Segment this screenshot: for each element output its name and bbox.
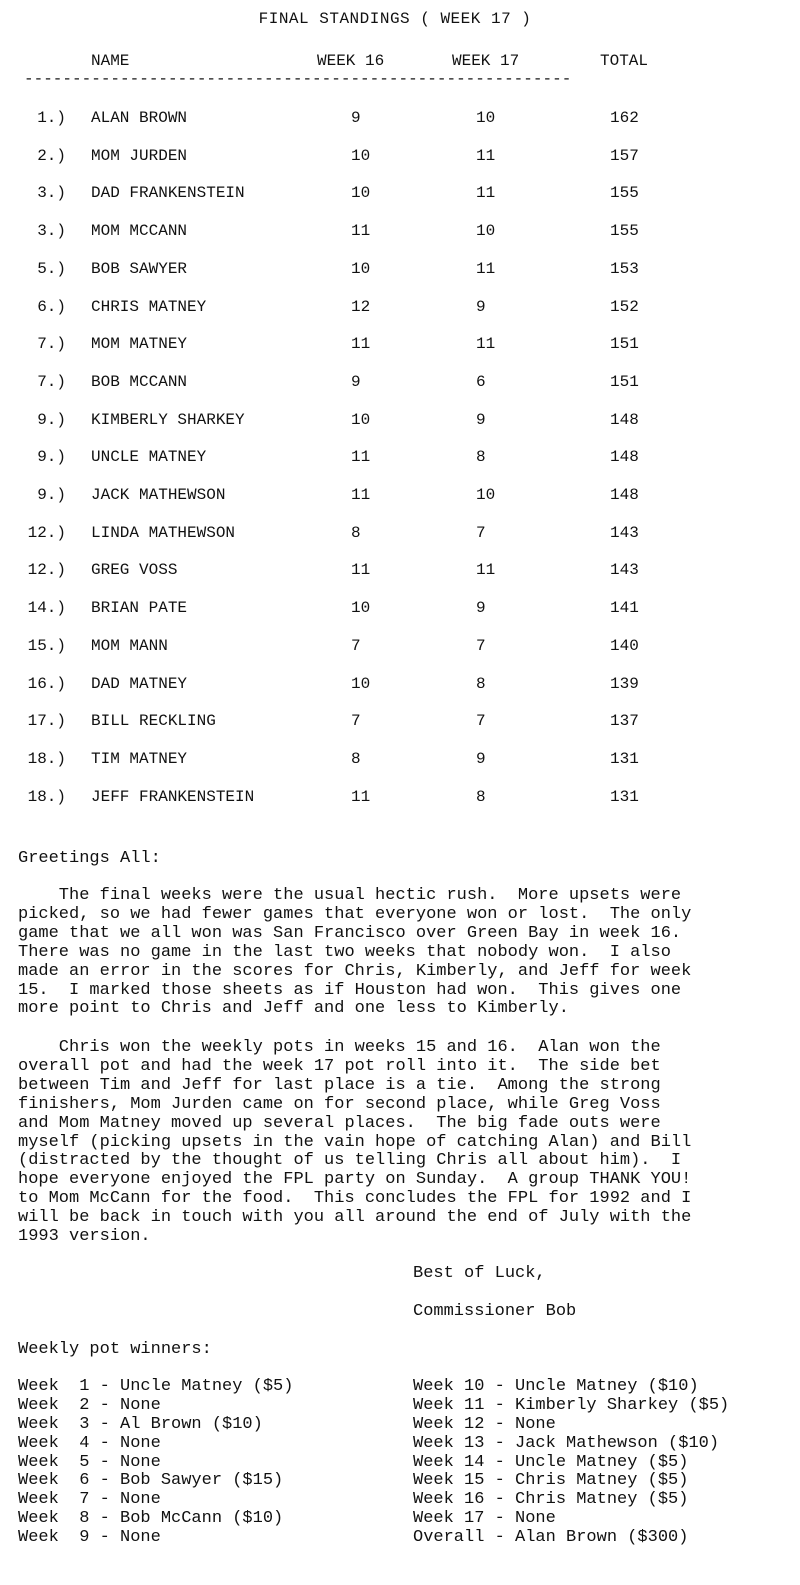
week16-cell: 11 bbox=[351, 787, 371, 806]
total-cell: 152 bbox=[610, 297, 639, 316]
total-cell: 155 bbox=[610, 184, 639, 203]
week17-cell: 10 bbox=[476, 109, 496, 127]
standings-row bbox=[0, 486, 800, 506]
week16-cell: 10 bbox=[351, 599, 371, 618]
standings-row bbox=[0, 712, 800, 732]
name-cell: JEFF FRANKENSTEIN bbox=[91, 787, 255, 806]
standings-row bbox=[0, 675, 800, 695]
week16-cell: 10 bbox=[351, 410, 371, 429]
name-cell: BOB MCCANN bbox=[91, 372, 188, 391]
total-cell: 143 bbox=[610, 561, 639, 580]
standings-row bbox=[0, 637, 800, 657]
week16-cell: 10 bbox=[351, 184, 371, 203]
week17-cell: 9 bbox=[476, 599, 486, 618]
name-cell: BOB SAWYER bbox=[91, 259, 188, 278]
week17-cell: 11 bbox=[476, 561, 496, 580]
week17-cell: 9 bbox=[476, 410, 486, 429]
week17-cell: 10 bbox=[476, 222, 496, 241]
week16-cell: 8 bbox=[351, 749, 361, 768]
standings-row bbox=[0, 599, 800, 619]
column-header-total: TOTAL bbox=[600, 52, 649, 70]
pot-winner-entry: Week 6 - Bob Sawyer ($15) bbox=[18, 1471, 284, 1491]
name-cell: CHRIS MATNEY bbox=[91, 297, 207, 316]
week17-cell: 6 bbox=[476, 372, 486, 391]
pot-winners-title: Weekly pot winners: bbox=[18, 1340, 212, 1359]
page-title: FINAL STANDINGS ( WEEK 17 ) bbox=[258, 10, 532, 28]
pot-winner-entry: Week 15 - Chris Matney ($5) bbox=[413, 1471, 689, 1491]
total-cell: 153 bbox=[610, 259, 639, 278]
total-cell: 155 bbox=[610, 222, 639, 241]
pot-winner-entry: Week 17 - None bbox=[413, 1509, 556, 1529]
week16-cell: 7 bbox=[351, 636, 361, 655]
rank-cell: 16.) bbox=[27, 674, 66, 693]
standings-row bbox=[0, 750, 800, 770]
rank-cell: 14.) bbox=[27, 599, 66, 618]
rank-cell: 9.) bbox=[37, 410, 66, 429]
name-cell: MOM MATNEY bbox=[91, 335, 188, 354]
week17-cell: 10 bbox=[476, 486, 496, 504]
standings-row bbox=[0, 222, 800, 242]
pot-winner-entry: Week 9 - None bbox=[18, 1528, 161, 1548]
rank-cell: 6.) bbox=[37, 297, 66, 316]
total-cell: 131 bbox=[610, 749, 639, 768]
week16-cell: 11 bbox=[351, 561, 371, 580]
week16-cell: 11 bbox=[351, 486, 371, 504]
week16-cell: 7 bbox=[351, 712, 361, 731]
standings-row bbox=[0, 147, 800, 167]
week17-cell: 11 bbox=[476, 259, 496, 278]
week17-cell: 11 bbox=[476, 335, 496, 354]
rank-cell: 3.) bbox=[37, 184, 66, 203]
pot-winner-entry: Week 8 - Bob McCann ($10) bbox=[18, 1509, 284, 1529]
rank-cell: 5.) bbox=[37, 259, 66, 278]
name-cell: GREG VOSS bbox=[91, 561, 178, 580]
total-cell: 143 bbox=[610, 523, 639, 542]
standings-row bbox=[0, 260, 800, 280]
name-cell: KIMBERLY SHARKEY bbox=[91, 410, 245, 429]
week17-cell: 9 bbox=[476, 297, 486, 316]
week16-cell: 9 bbox=[351, 372, 361, 391]
total-cell: 137 bbox=[610, 712, 639, 731]
name-cell: UNCLE MATNEY bbox=[91, 448, 207, 467]
column-header-name: NAME bbox=[91, 52, 130, 70]
total-cell: 157 bbox=[610, 146, 639, 165]
total-cell: 151 bbox=[610, 335, 639, 354]
week17-cell: 7 bbox=[476, 523, 486, 542]
total-cell: 141 bbox=[610, 599, 639, 618]
rank-cell: 7.) bbox=[37, 372, 66, 391]
letter-paragraph-1: The final weeks were the usual hectic rush. More upsets were picked, so we had fewer games that everyone won or lost. The only game that we all won was San Francisco over Green Bay in week 16. There was no game in the last two weeks that nobody won. I also made an error in the scores for Chris, Kimberly, and Jeff for week 15. I marked those sheets as if Houston had won. This gives one more point to Chris and Jeff and one less to Kimberly. bbox=[18, 886, 692, 1019]
pot-winner-entry: Week 10 - Uncle Matney ($10) bbox=[413, 1377, 699, 1396]
total-cell: 151 bbox=[610, 372, 639, 391]
standings-row bbox=[0, 373, 800, 393]
letter-greeting: Greetings All: bbox=[18, 849, 161, 868]
week16-cell: 10 bbox=[351, 146, 371, 165]
rank-cell: 12.) bbox=[27, 561, 66, 580]
column-header-week16: WEEK 16 bbox=[317, 52, 385, 70]
name-cell: ALAN BROWN bbox=[91, 109, 188, 127]
rank-cell: 18.) bbox=[27, 787, 66, 806]
rank-cell: 7.) bbox=[37, 335, 66, 354]
rank-cell: 17.) bbox=[27, 712, 66, 731]
name-cell: TIM MATNEY bbox=[91, 749, 188, 768]
rank-cell: 12.) bbox=[27, 523, 66, 542]
name-cell: MOM MANN bbox=[91, 636, 168, 655]
standings-row bbox=[0, 109, 800, 129]
week17-cell: 7 bbox=[476, 712, 486, 731]
pot-winner-entry: Week 5 - None bbox=[18, 1452, 161, 1472]
week17-cell: 8 bbox=[476, 787, 486, 806]
name-cell: JACK MATHEWSON bbox=[91, 486, 226, 504]
week17-cell: 11 bbox=[476, 146, 496, 165]
week16-cell: 10 bbox=[351, 259, 371, 278]
rank-cell: 15.) bbox=[27, 636, 66, 655]
name-cell: MOM MCCANN bbox=[91, 222, 188, 241]
week17-cell: 11 bbox=[476, 184, 496, 203]
total-cell: 131 bbox=[610, 787, 639, 806]
pot-winners-right-column bbox=[413, 1378, 729, 1548]
rank-cell: 9.) bbox=[37, 486, 66, 504]
week17-cell: 8 bbox=[476, 448, 486, 467]
standings-row bbox=[0, 184, 800, 204]
pot-winner-entry: Week 13 - Jack Mathewson ($10) bbox=[413, 1433, 720, 1453]
total-cell: 139 bbox=[610, 674, 639, 693]
week17-cell: 9 bbox=[476, 749, 486, 768]
rank-cell: 9.) bbox=[37, 448, 66, 467]
week16-cell: 10 bbox=[351, 674, 371, 693]
total-cell: 148 bbox=[610, 410, 639, 429]
week17-cell: 8 bbox=[476, 674, 486, 693]
standings-row bbox=[0, 788, 800, 808]
standings-row bbox=[0, 335, 800, 355]
standings-row bbox=[0, 411, 800, 431]
total-cell: 148 bbox=[610, 448, 639, 467]
pot-winner-entry: Week 7 - None bbox=[18, 1490, 161, 1510]
total-cell: 140 bbox=[610, 636, 639, 655]
standings-row bbox=[0, 524, 800, 544]
name-cell: BRIAN PATE bbox=[91, 599, 188, 618]
week16-cell: 11 bbox=[351, 335, 371, 354]
total-cell: 162 bbox=[610, 109, 639, 127]
week16-cell: 11 bbox=[351, 448, 371, 467]
week16-cell: 11 bbox=[351, 222, 371, 241]
name-cell: LINDA MATHEWSON bbox=[91, 523, 236, 542]
pot-winner-entry: Week 1 - Uncle Matney ($5) bbox=[18, 1377, 294, 1396]
letter-signature: Commissioner Bob bbox=[413, 1302, 577, 1321]
week16-cell: 8 bbox=[351, 523, 361, 542]
pot-winner-entry: Week 11 - Kimberly Sharkey ($5) bbox=[413, 1395, 730, 1415]
week16-cell: 12 bbox=[351, 297, 371, 316]
rank-cell: 3.) bbox=[37, 222, 66, 241]
letter-closing: Best of Luck, bbox=[413, 1264, 546, 1283]
rank-cell: 2.) bbox=[37, 146, 66, 165]
pot-winners-left-column bbox=[18, 1378, 293, 1548]
pot-winner-entry: Week 14 - Uncle Matney ($5) bbox=[413, 1452, 689, 1472]
pot-winner-entry: Overall - Alan Brown ($300) bbox=[413, 1528, 689, 1548]
letter-paragraph-2: Chris won the weekly pots in weeks 15 and 16. Alan won the overall pot and had the week 17 pot roll into it. The side bet between Tim and Jeff for last place is a tie. Among the strong finishers, Mom Jurden came on for second place, while Greg Voss and Mom Matney moved up several places. The big fade outs were myself (picking upsets in the vain hope of catching Alan) and Bill (distracted by the thought of us telling Chris all about him). I hope everyone enjoyed the FPL party on Sunday. A group THANK YOU! to Mom McCann for the food. This concludes the FPL for 1992 and I will be back in touch with you all around the end of July with the 1993 version. bbox=[18, 1038, 692, 1247]
pot-winner-entry: Week 2 - None bbox=[18, 1395, 161, 1415]
total-cell: 148 bbox=[610, 486, 639, 504]
header-rule: --------------------------------------------------------- bbox=[24, 70, 572, 88]
rank-cell: 18.) bbox=[27, 749, 66, 768]
standings-row bbox=[0, 448, 800, 468]
standings-row bbox=[0, 561, 800, 581]
week16-cell: 9 bbox=[351, 109, 361, 127]
pot-winner-entry: Week 4 - None bbox=[18, 1433, 161, 1453]
standings-row bbox=[0, 298, 800, 318]
name-cell: BILL RECKLING bbox=[91, 712, 216, 731]
pot-winner-entry: Week 12 - None bbox=[413, 1414, 556, 1434]
column-header-week17: WEEK 17 bbox=[452, 52, 520, 70]
name-cell: DAD MATNEY bbox=[91, 674, 188, 693]
rank-cell: 1.) bbox=[37, 109, 66, 127]
week17-cell: 7 bbox=[476, 636, 486, 655]
name-cell: MOM JURDEN bbox=[91, 146, 188, 165]
pot-winner-entry: Week 16 - Chris Matney ($5) bbox=[413, 1490, 689, 1510]
pot-winner-entry: Week 3 - Al Brown ($10) bbox=[18, 1414, 263, 1434]
name-cell: DAD FRANKENSTEIN bbox=[91, 184, 245, 203]
